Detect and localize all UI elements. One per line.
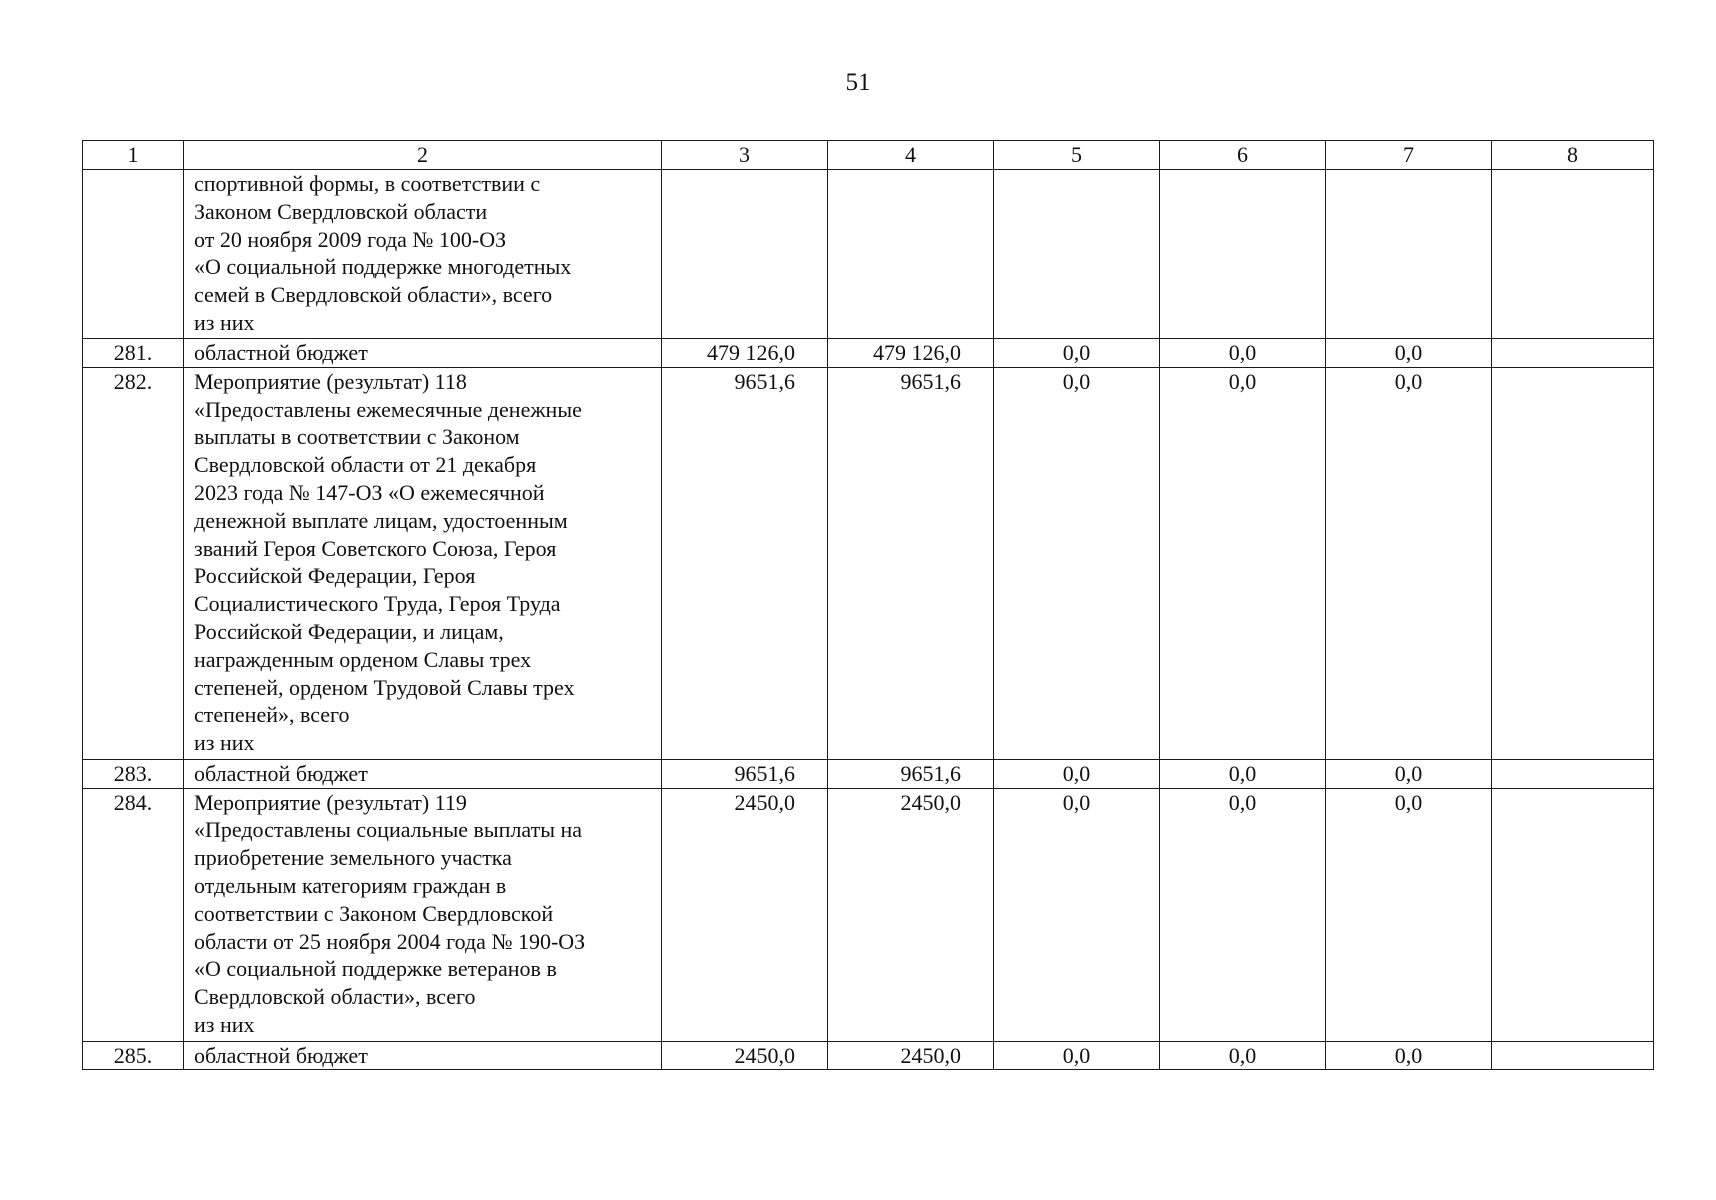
value-cell: 479 126,0	[828, 339, 994, 368]
value-cell: 0,0	[1160, 788, 1326, 1041]
value-cell: 0,0	[994, 367, 1160, 759]
value-cell: 2450,0	[662, 1041, 828, 1070]
value-cell	[994, 170, 1160, 339]
value-cell: 0,0	[1326, 788, 1492, 1041]
row-description: Мероприятие (результат) 118 «Предоставлены ежемесячные денежные выплаты в соответствии с Законом Свердловской области от 21 декабря 2023 года № 147-ОЗ «О ежемесячной денежной выплате лицам, удостоенным званий Героя Советского Союза, Героя Российской Федерации, Героя Социалистического Труда, Героя Труда Российской Федерации, и лицам, награжденным орденом Славы трех степеней, орденом Трудовой Славы трех степеней», всего из них	[184, 367, 662, 759]
value-cell: 0,0	[1326, 367, 1492, 759]
row-description: спортивной формы, в соответствии с Законом Свердловской области от 20 ноября 2009 года № 100-ОЗ «О социальной поддержке многодетных семей в Свердловской области», всего из них	[184, 170, 662, 339]
column-header: 7	[1326, 141, 1492, 170]
column-header: 1	[83, 141, 184, 170]
table-row	[83, 759, 1654, 788]
column-header: 5	[994, 141, 1160, 170]
column-header: 3	[662, 141, 828, 170]
value-cell: 479 126,0	[662, 339, 828, 368]
row-description: областной бюджет	[184, 339, 662, 368]
row-description: областной бюджет	[184, 1041, 662, 1070]
value-cell: 0,0	[994, 788, 1160, 1041]
row-number: 284.	[83, 788, 184, 1041]
value-cell: 9651,6	[828, 759, 994, 788]
row-number: 283.	[83, 759, 184, 788]
value-cell: 0,0	[994, 759, 1160, 788]
value-cell: 0,0	[1160, 367, 1326, 759]
value-cell	[828, 170, 994, 339]
value-cell: 0,0	[1326, 759, 1492, 788]
value-cell: 2450,0	[828, 1041, 994, 1070]
value-cell: 9651,6	[662, 367, 828, 759]
value-cell	[1492, 1041, 1654, 1070]
value-cell	[1492, 339, 1654, 368]
budget-table	[82, 140, 1654, 1070]
table-row	[83, 339, 1654, 368]
row-description: Мероприятие (результат) 119 «Предоставлены социальные выплаты на приобретение земельного участка отдельным категориям граждан в соответствии с Законом Свердловской области от 25 ноября 2004 года № 190-ОЗ «О социальной поддержке ветеранов в Свердловской области», всего из них	[184, 788, 662, 1041]
column-header: 6	[1160, 141, 1326, 170]
value-cell	[1492, 788, 1654, 1041]
page-number: 51	[845, 69, 871, 96]
column-header: 8	[1492, 141, 1654, 170]
column-header: 4	[828, 141, 994, 170]
value-cell: 2450,0	[662, 788, 828, 1041]
value-cell	[1492, 367, 1654, 759]
row-number	[83, 170, 184, 339]
table-row	[83, 1041, 1654, 1070]
table-row	[83, 367, 1654, 759]
row-description: областной бюджет	[184, 759, 662, 788]
value-cell	[1326, 170, 1492, 339]
value-cell: 0,0	[1160, 759, 1326, 788]
row-number: 281.	[83, 339, 184, 368]
value-cell: 9651,6	[662, 759, 828, 788]
value-cell: 0,0	[1160, 1041, 1326, 1070]
value-cell	[1160, 170, 1326, 339]
value-cell: 0,0	[1160, 339, 1326, 368]
value-cell: 2450,0	[828, 788, 994, 1041]
value-cell: 0,0	[994, 1041, 1160, 1070]
row-number: 282.	[83, 367, 184, 759]
value-cell: 9651,6	[828, 367, 994, 759]
value-cell	[1492, 759, 1654, 788]
value-cell	[662, 170, 828, 339]
value-cell	[1492, 170, 1654, 339]
column-header: 2	[184, 141, 662, 170]
value-cell: 0,0	[994, 339, 1160, 368]
table-row	[83, 788, 1654, 1041]
row-number: 285.	[83, 1041, 184, 1070]
value-cell: 0,0	[1326, 1041, 1492, 1070]
table-header-row	[83, 141, 1654, 170]
value-cell: 0,0	[1326, 339, 1492, 368]
table-row	[83, 170, 1654, 339]
